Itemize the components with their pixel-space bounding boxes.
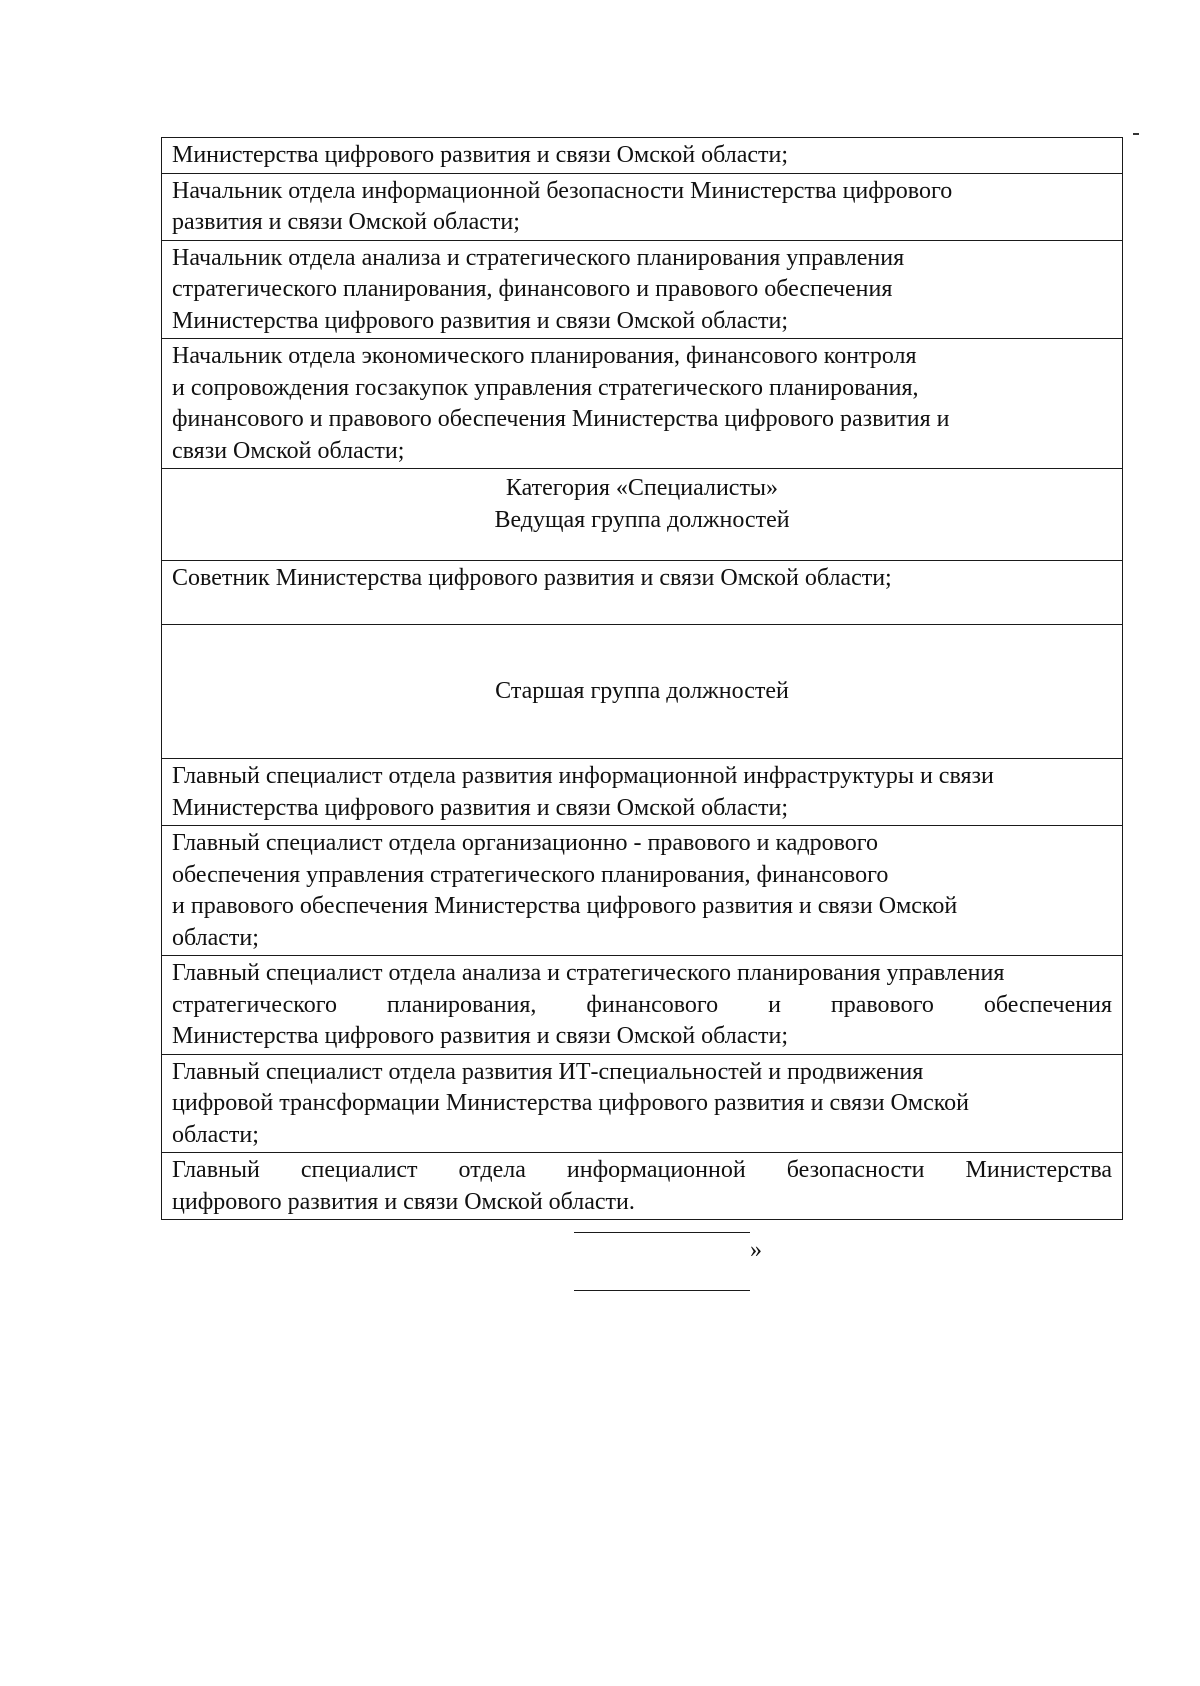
table-cell: [162, 759, 1123, 826]
leading-group-title: Ведущая группа должностей: [494, 506, 790, 533]
cell-line: Министерства цифрового развития и связи Омской области;: [172, 794, 789, 821]
category-header-row: [162, 469, 1123, 561]
group-header-row: [162, 625, 1123, 759]
table-cell: [162, 138, 1123, 174]
table-cell: [162, 1054, 1123, 1153]
cell-line: развития и связи Омской области;: [172, 209, 520, 235]
senior-group-title: Старшая группа должностей: [495, 678, 789, 705]
cell-line: и сопровождения госзакупок управления стратегического планирования,: [172, 374, 919, 401]
table-row: [162, 240, 1123, 339]
cell-line: Главный специалист отдела информационной безопасности Министерства: [172, 1157, 1112, 1183]
table-cell: [162, 625, 1123, 759]
cell-line: финансового и правового обеспечения Министерства цифрового развития и: [172, 406, 950, 432]
cell-line: Министерства цифрового развития и связи Омской области;: [172, 1023, 789, 1049]
table-cell: [162, 561, 1123, 625]
cell-line: Начальник отдела экономического планирования, финансового контроля: [172, 343, 917, 369]
table-row: [162, 956, 1123, 1055]
cell-line: Министерства цифрового развития и связи Омской области;: [172, 307, 789, 334]
cell-line: Начальник отдела анализа и стратегического планирования управления: [172, 244, 905, 271]
category-title: Категория «Специалисты»: [505, 475, 779, 501]
table-row: [162, 173, 1123, 240]
signature-line-upper: [574, 1232, 750, 1233]
cell-line: цифровой трансформации Министерства цифрового развития и связи Омской: [172, 1090, 970, 1116]
cell-line: связи Омской области;: [172, 437, 405, 464]
cell-line: стратегического планирования, финансового и правового обеспечения: [172, 991, 1112, 1018]
table-row: [162, 826, 1123, 956]
table-cell: [162, 339, 1123, 469]
cell-line: области;: [172, 924, 259, 951]
cell-line: цифрового развития и связи Омской области.: [172, 1188, 635, 1215]
cell-line: Главный специалист отдела организационно - правового и кадрового: [172, 830, 879, 856]
cell-line: обеспечения управления стратегического планирования, финансового: [172, 861, 889, 888]
cell-line: Начальник отдела информационной безопасности Министерства цифрового: [172, 177, 953, 204]
closing-quote: »: [750, 1237, 762, 1263]
cell-line: стратегического планирования, финансового и правового обеспечения: [172, 276, 893, 302]
cell-line: Министерства цифрового развития и связи Омской области;: [172, 142, 789, 168]
table-row: [162, 138, 1123, 174]
cell-line: области;: [172, 1121, 259, 1148]
page-edge-mark: [1133, 133, 1139, 135]
table-cell: [162, 1153, 1123, 1220]
positions-table: [161, 137, 1123, 1220]
table-row: [162, 1153, 1123, 1220]
table-cell: [162, 469, 1123, 561]
cell-line: Советник Министерства цифрового развития и связи Омской области;: [172, 565, 892, 591]
signature-line-lower: [574, 1290, 750, 1291]
table-row: [162, 339, 1123, 469]
table-cell: [162, 826, 1123, 956]
table-cell: [162, 173, 1123, 240]
table-row: [162, 1054, 1123, 1153]
cell-line: Главный специалист отдела развития информационной инфраструктуры и связи: [172, 763, 994, 789]
table-row: [162, 759, 1123, 826]
table-cell: [162, 956, 1123, 1055]
table-cell: [162, 240, 1123, 339]
table-row: [162, 561, 1123, 625]
cell-line: и правового обеспечения Министерства цифрового развития и связи Омской: [172, 893, 958, 919]
cell-line: Главный специалист отдела анализа и стратегического планирования управления: [172, 960, 1005, 986]
cell-line: Главный специалист отдела развития ИТ-специальностей и продвижения: [172, 1058, 924, 1085]
